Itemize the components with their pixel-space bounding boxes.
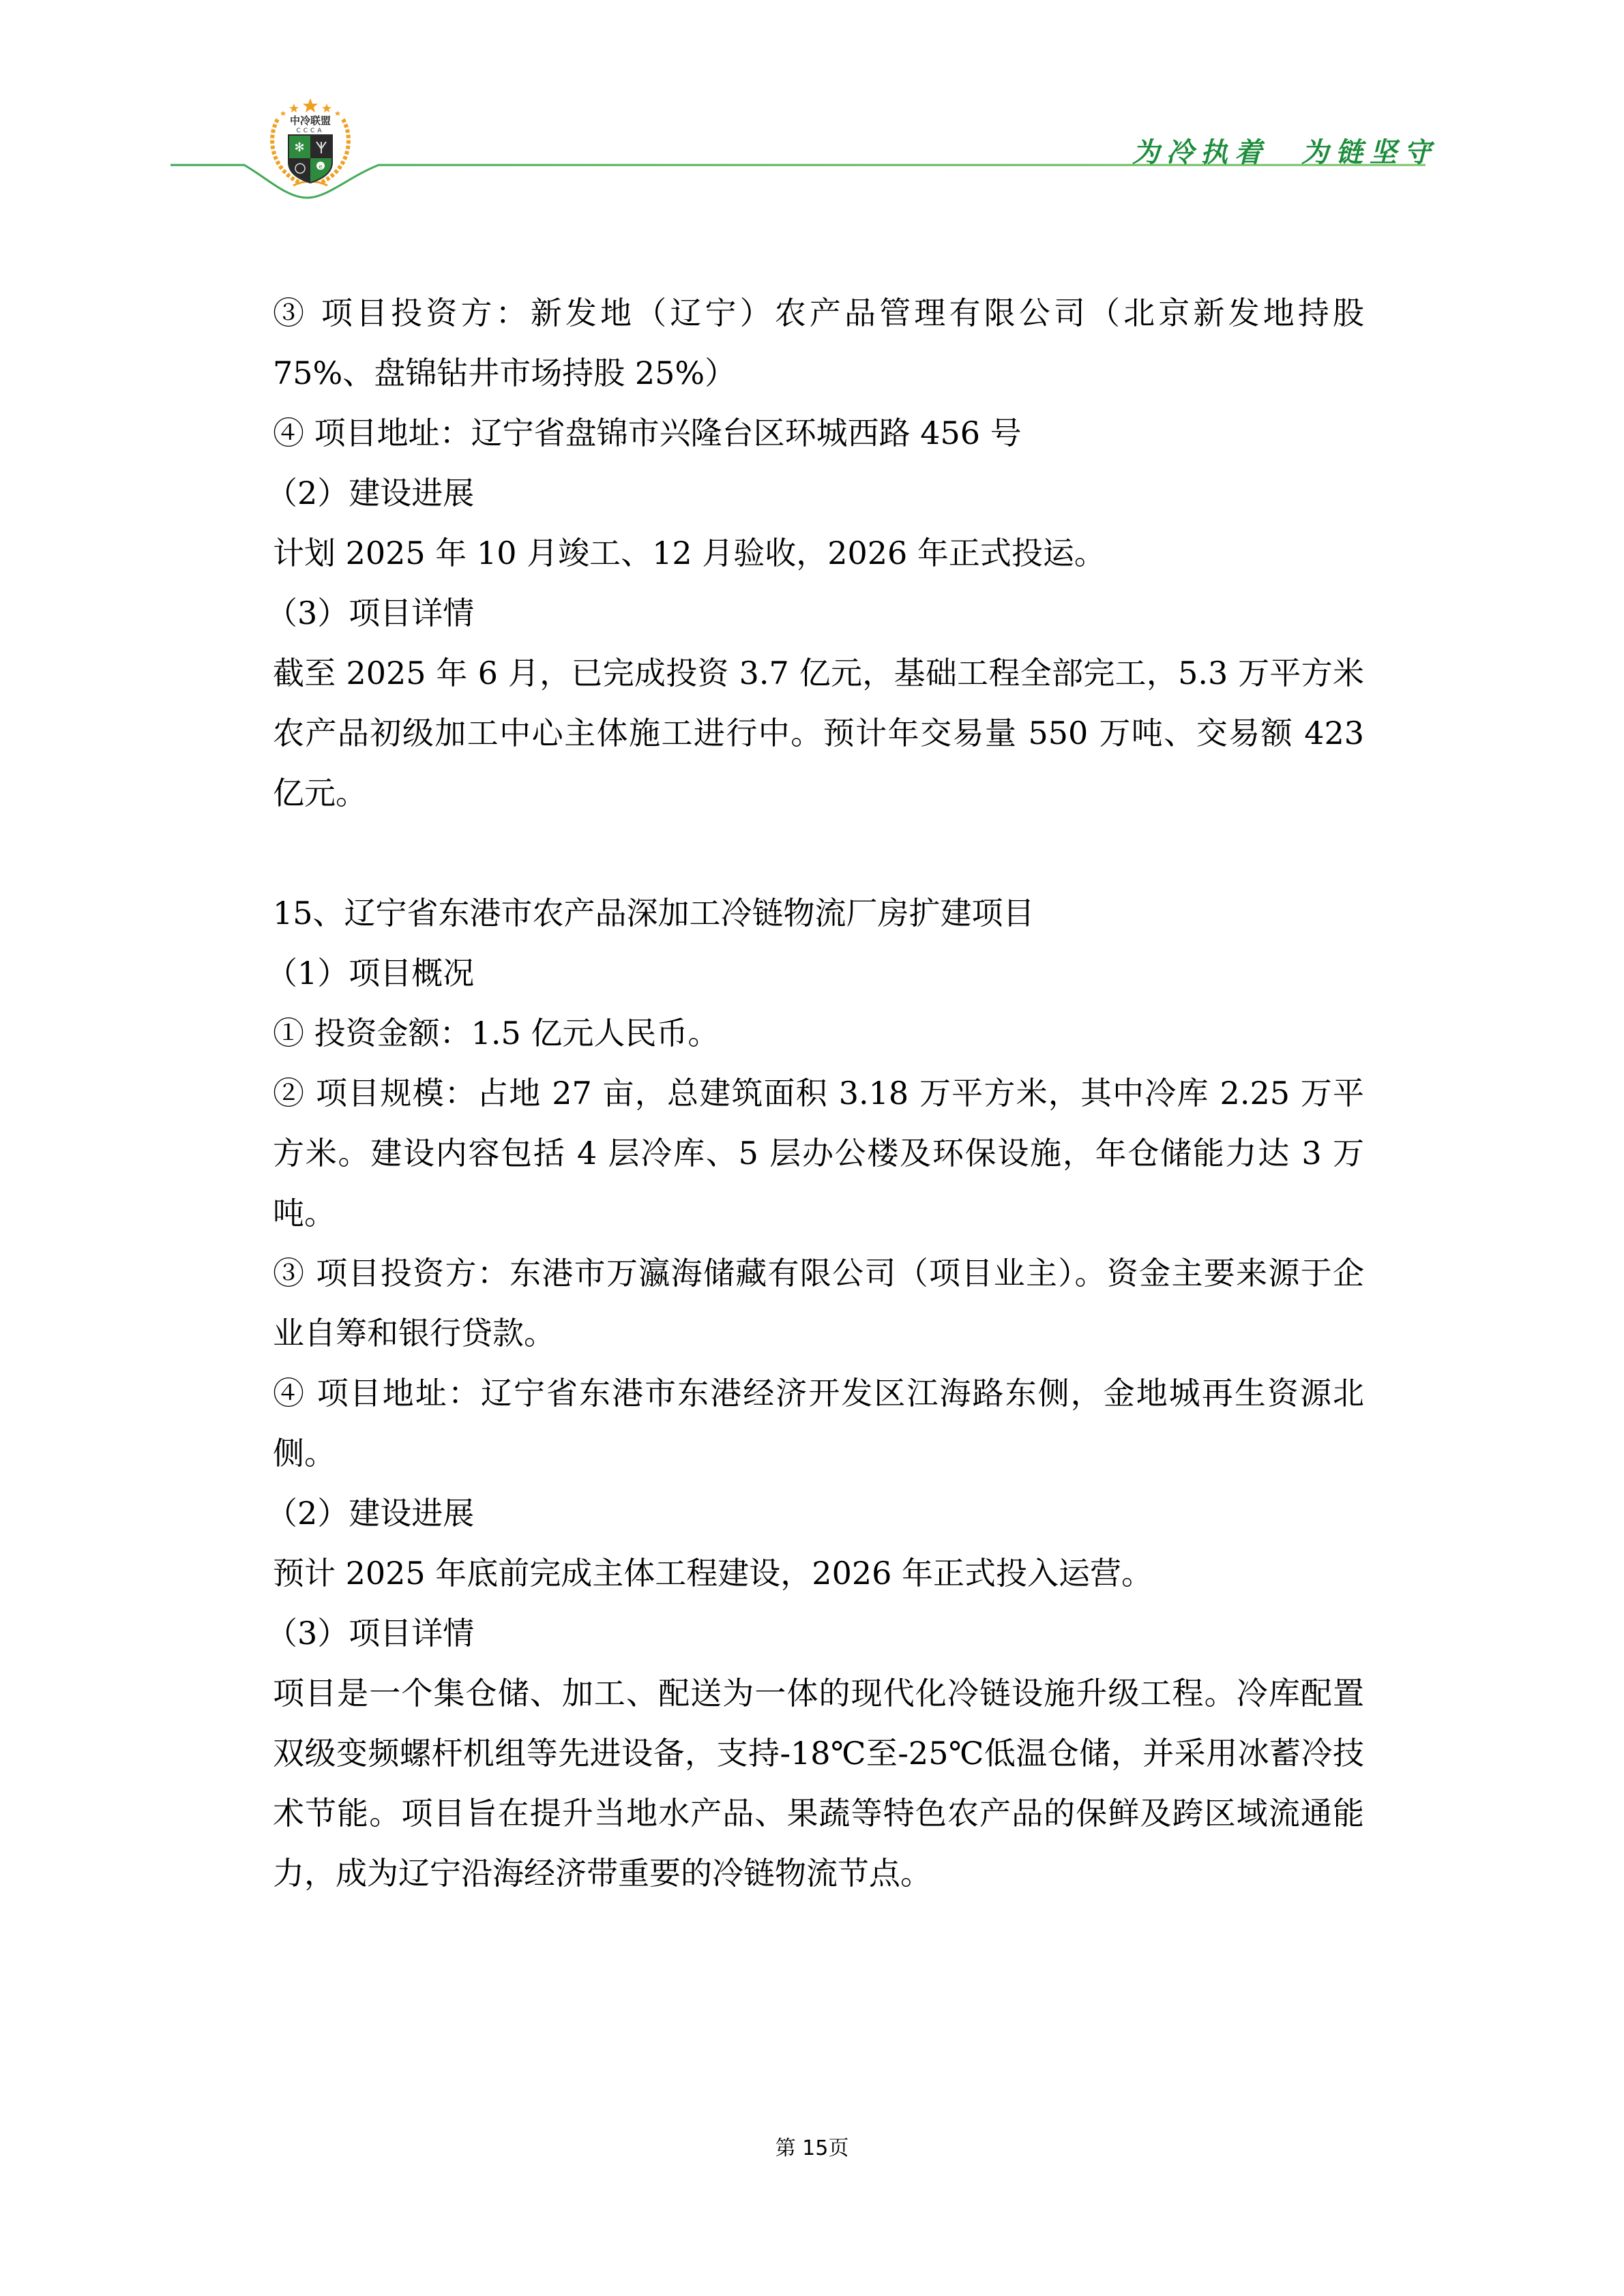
svg-text:CCCA: CCCA <box>296 128 325 134</box>
address-item: ④ 项目地址：辽宁省盘锦市兴隆台区环城西路 456 号 <box>273 415 1022 451</box>
header-divider-line <box>0 0 1624 218</box>
progress-text: 预计 2025 年底前完成主体工程建设，2026 年正式投入运营。 <box>273 1555 1153 1592</box>
shield-wreath-logo-icon <box>263 89 358 191</box>
address-item: ④ 项目地址：辽宁省东港市东港经济开发区江海路东侧，金地城再生资源北侧。 <box>273 1375 1364 1472</box>
svg-text:e: e <box>319 164 323 170</box>
project-scale-item: ② 项目规模：占地 27 亩，总建筑面积 3.18 万平方米，其中冷库 2.25 万平方米。建设内容包括 4 层冷库、5 层办公楼及环保设施，年仓储能力达 3 万吨。 <box>273 1075 1364 1232</box>
details-heading: （3）项目详情 <box>266 1615 475 1652</box>
progress-heading: （2）建设进展 <box>266 1495 475 1532</box>
header-slogan: 为冷执着 为链坚守 <box>1132 136 1438 168</box>
details-heading: （3）项目详情 <box>266 595 475 631</box>
details-text: 项目是一个集仓储、加工、配送为一体的现代化冷链设施升级工程。冷库配置双级变频螺杆机组等先进设备，支持-18℃至-25℃低温仓储，并采用冰蓄冷技术节能。项目旨在提升当地水产品、果蔬等特色农产品的保鲜及跨区域流通能力，成为辽宁沿海经济带重要的冷链物流节点。 <box>273 1675 1364 1892</box>
investor-item: ③ 项目投资方：新发地（辽宁）农产品管理有限公司（北京新发地持股 75%、盘锦钻井市场持股 25%） <box>273 295 1364 391</box>
section-title: 15、辽宁省东港市农产品深加工冷链物流厂房扩建项目 <box>273 895 1035 931</box>
overview-heading: （1）项目概况 <box>266 955 475 992</box>
details-text: 截至 2025 年 6 月，已完成投资 3.7 亿元，基础工程全部完工，5.3 万平方米农产品初级加工中心主体施工进行中。预计年交易量 550 万吨、交易额 423 亿元。 <box>273 655 1364 811</box>
investment-amount-item: ① 投资金额：1.5 亿元人民币。 <box>273 1015 720 1052</box>
previous-project-continuation <box>266 283 1364 823</box>
progress-heading: （2）建设进展 <box>266 475 475 511</box>
document-body <box>266 283 1364 1903</box>
investor-item: ③ 项目投资方：东港市万瀛海储藏有限公司（项目业主）。资金主要来源于企业自筹和银行贷款。 <box>273 1255 1364 1352</box>
project-15-section <box>266 883 1364 1903</box>
ccca-logo <box>263 89 358 191</box>
page-header <box>0 0 1624 218</box>
svg-text:✻: ✻ <box>294 140 305 155</box>
progress-text: 计划 2025 年 10 月竣工、12 月验收，2026 年正式投运。 <box>273 535 1106 571</box>
page-number: 第 15页 <box>775 2136 849 2160</box>
svg-text:中冷联盟: 中冷联盟 <box>289 115 331 127</box>
